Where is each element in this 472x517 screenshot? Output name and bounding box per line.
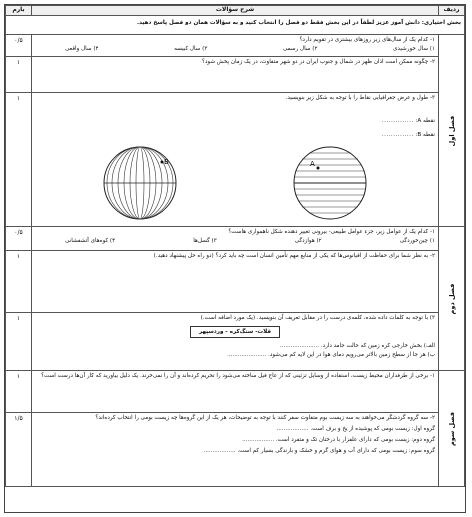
word-bank-box: قلات- سنگ‌کره - وردسپهر (190, 326, 280, 338)
score-cell: ۱ (6, 57, 32, 93)
section-1-label: فصل اول (439, 35, 465, 227)
question-cell (32, 35, 439, 57)
header-radif: ردیف (439, 6, 465, 16)
question-cell (32, 93, 439, 227)
question-row (6, 227, 465, 251)
group-3: گروه سوم: زیست بومی که دارای آب و هوای گرم و خشک و بارندگی بسیار کم است. .................. (203, 448, 435, 454)
option: ۲) سال رسمی (282, 46, 318, 52)
question-cell (32, 227, 439, 251)
question-cell (32, 313, 439, 371)
score-cell: ۰/۵ (6, 227, 32, 251)
score-cell: ۱/۵ (6, 413, 32, 487)
question-cell (32, 251, 439, 313)
globes (35, 140, 435, 226)
option: ۲) هوازدگی (294, 238, 322, 244)
option: ۱) چین‌خوردگی (399, 238, 435, 244)
intro-row (6, 16, 465, 35)
longitude-globe-figure (100, 142, 180, 224)
option: ۳) گسل‌ها (193, 238, 217, 244)
point-b-answer: نقطه B: .............. (381, 132, 435, 138)
options-row (35, 45, 435, 53)
definition-a: الف) بخش خارجی کره زمین که حالت جامد دارد. ...................... (279, 343, 435, 349)
score-cell: ۱ (6, 251, 32, 313)
latitude-globe-figure (290, 142, 370, 224)
question-row (6, 57, 465, 93)
question-text: ۲- به نظر شما برای حفاظت از اقیانوس‌ها که یکی از منابع مهم تأمین انسان است چه باید کرد؟ (دو راه حل پیشنهاد دهید.) (153, 253, 435, 259)
header-questions: شرح سؤالات (32, 6, 439, 16)
header-score: بارم (6, 6, 32, 16)
group-1: گروه اول: زیست بومی که پوشیده از یخ و برف است. .................. (276, 426, 435, 432)
question-cell (32, 371, 439, 413)
question-text: ۱- کدام یک از عوامل زیر، جزء عوامل طبیعی- بیرونی تغییر دهنده شکل ناهمواری هاست؟ (228, 229, 435, 235)
exam-table (5, 5, 465, 487)
score-cell: ۱ (6, 93, 32, 227)
question-text: ۱- برخی از طرفداران محیط زیست، استفاده از وسایل تزئینی که از عاج فیل ساخته می‌شود را تحریم کرده‌اند و آن را نمی‌خرند. یک دلیل بیاورید که کار آن‌ها درست است؟ (41, 373, 435, 379)
question-row (6, 371, 465, 413)
question-row (6, 93, 465, 227)
group-2: گروه دوم: زیست بومی که دارای علفزار با درختان تک و متفرد است. .................. (242, 437, 435, 443)
option: ۴) کوه‌های آتشفشانی (65, 238, 116, 244)
question-text: ۱- کدام یک از سال‌های زیر روزهای بیشتری در تقویم دارد؟ (299, 37, 435, 43)
score-cell: ۱ (6, 371, 32, 413)
options-row (35, 237, 435, 245)
section-2-label: فصل دوم (439, 227, 465, 371)
point-a-label: A (310, 160, 315, 168)
question-row (6, 313, 465, 371)
definition-b: ب) هر جا از سطح زمین بالاتر می‌رویم دمای هوا در این لایه کم می‌شود. ...................... (227, 352, 435, 358)
option: ۳) سال کبیسه (174, 46, 208, 52)
question-row (6, 413, 465, 487)
score-cell: ۰/۵ (6, 35, 32, 57)
score-cell: ۱ (6, 313, 32, 371)
section-3-label: فصل سوم (439, 371, 465, 487)
header-row (6, 6, 465, 16)
exam-page (4, 4, 466, 513)
question-text: ۳) با توجه به کلمات داده شده، کلمه‌ی درست را در مقابل تعریف آن بنویسید. (یک مورد اضافه است.) (200, 315, 435, 321)
question-text: ۳- طول و عرض جغرافیایی نقاط را با توجه به شکل زیر بنویسید. (285, 95, 435, 101)
intro-text: بخش اختیاری: دانش آموز عزیز لطفاً در این بخش فقط دو فصل را انتخاب کنید و به سؤالات همان دو فصل پاسخ دهید. (6, 16, 465, 35)
point-b-label: B (164, 158, 169, 166)
question-text: ۲- سه گروه گردشگر می‌خواهند به سه زیست بوم متفاوت سفر کنند با توجه به توضیحات، هر یک از این گروه‌ها چه زیست بومی را انتخاب کرده‌اند؟ (95, 415, 435, 421)
question-text: ۲- چگونه ممکن است اذان ظهر در شمال و جنوب ایران در دو شهر متفاوت، در یک زمان پخش شود؟ (201, 59, 435, 65)
question-cell (32, 413, 439, 487)
option: ۴) سال واقعی (65, 46, 99, 52)
option: ۱) سال خورشیدی (393, 46, 435, 52)
point-a-answer: نقطه A: .............. (381, 118, 435, 124)
question-row (6, 35, 465, 57)
point-a-marker (317, 167, 320, 170)
question-cell (32, 57, 439, 93)
question-row (6, 251, 465, 313)
